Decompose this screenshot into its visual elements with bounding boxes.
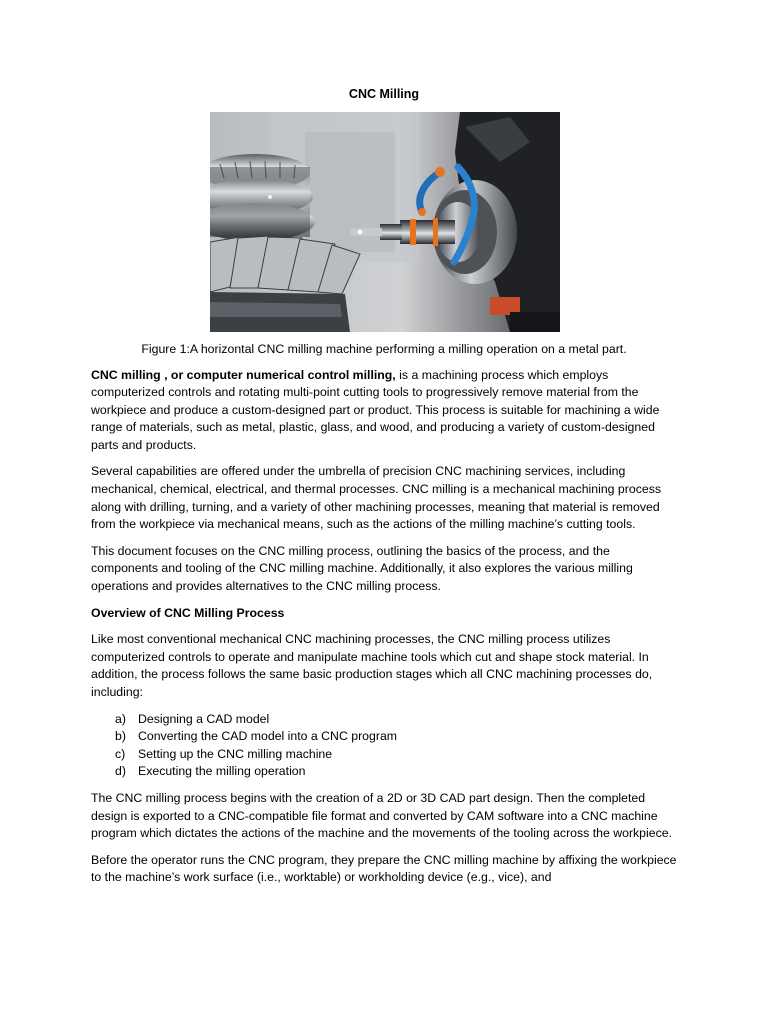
figure-caption: Figure 1:A horizontal CNC milling machine performing a milling operation on a metal part. xyxy=(141,342,627,356)
document-body xyxy=(91,84,677,896)
section-heading: Overview of CNC Milling Process xyxy=(91,605,285,620)
list-item-text: Designing a CAD model xyxy=(138,711,270,726)
document-title: CNC Milling xyxy=(348,87,420,101)
list-item xyxy=(115,728,677,746)
steps-list xyxy=(91,711,677,781)
intro-paragraph xyxy=(91,367,677,455)
list-item xyxy=(115,711,677,729)
list-marker: b) xyxy=(115,729,126,744)
list-item xyxy=(115,746,677,764)
paragraph-process-begin: The CNC milling process begins with the creation of a 2D or 3D CAD part design. Then the completed design is exported to a CNC-compatible file format and converted by CAM software into a CNC machine program which dictates the actions of the machine and the movements of the tooling across the workpiece. xyxy=(91,790,672,841)
list-item xyxy=(115,763,677,781)
intro-rest: is a machining process which employs computerized controls and rotating multi-point cutting tools to progressively remove material from the workpiece and produce a custom-designed part or product. This process is suitable for machining a wide range of materials, such as metal, plastic, glass, and wood, and producing a variety of custom-designed parts and products. xyxy=(91,367,660,452)
paragraph-focus: This document focuses on the CNC milling process, outlining the basics of the process, and the components and tooling of the CNC milling machine. Additionally, it also explores the various milling operations and provides alternatives to the CNC milling process. xyxy=(91,543,633,594)
paragraph-capabilities: Several capabilities are offered under the umbrella of precision CNC machining services, including mechanical, chemical, electrical, and thermal processes. CNC milling is a mechanical machining process along with drilling, turning, and a variety of other machining processes, meaning that material is removed from the workpiece via mechanical means, such as the actions of the milling machine’s cutting tools. xyxy=(91,464,661,532)
figure-image-cnc-milling-machine xyxy=(210,112,560,332)
list-item-text: Executing the milling operation xyxy=(138,764,306,779)
list-marker: a) xyxy=(115,711,126,726)
intro-bold-lead: CNC milling , or computer numerical control milling, xyxy=(91,367,396,382)
list-item-text: Converting the CAD model into a CNC program xyxy=(138,729,398,744)
list-marker: d) xyxy=(115,764,126,779)
list-marker: c) xyxy=(115,746,126,761)
paragraph-operator: Before the operator runs the CNC program, they prepare the CNC milling machine by affixing the workpiece to the machine’s work surface (i.e., worktable) or workholding device (e.g., vice), and xyxy=(91,852,677,885)
cnc-machine-illustration xyxy=(210,112,560,332)
paragraph-overview: Like most conventional mechanical CNC machining processes, the CNC milling process utilizes computerized controls to operate and manipulate machine tools which cut and shape stock material. In addition, the process follows the same basic production stages which all CNC machining processes do, including: xyxy=(91,632,653,699)
list-item-text: Setting up the CNC milling machine xyxy=(138,746,333,761)
